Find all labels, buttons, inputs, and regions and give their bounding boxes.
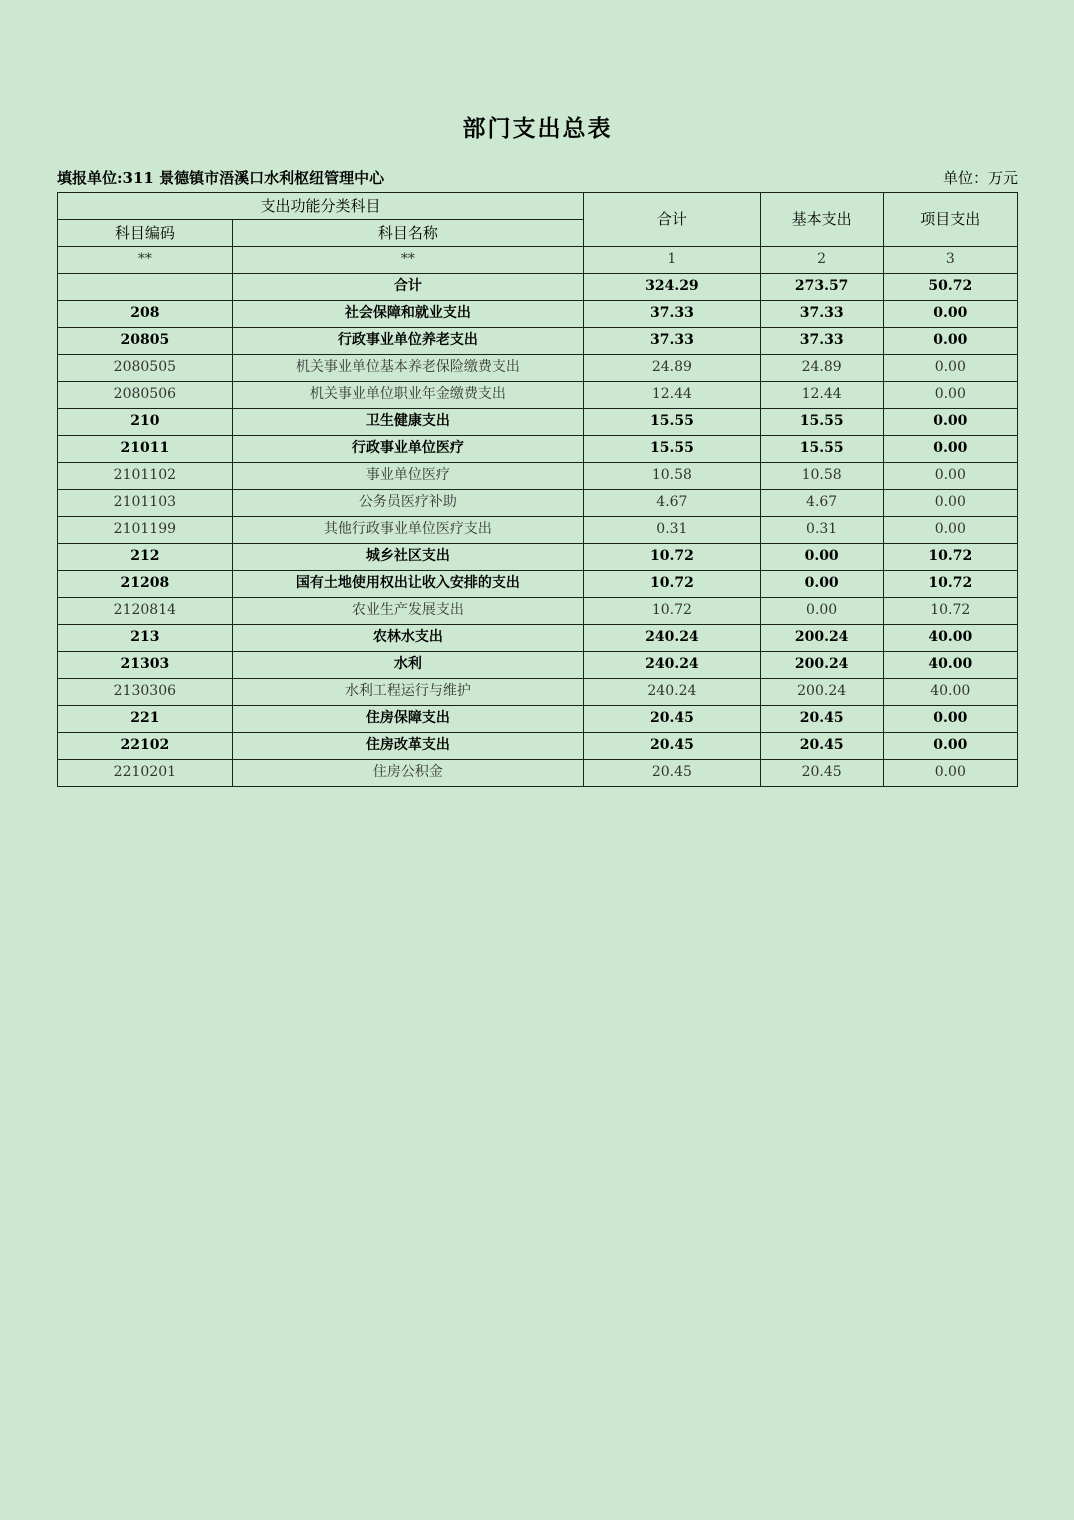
table-row <box>58 463 1018 490</box>
cell-name: 社会保障和就业支出 <box>232 301 583 328</box>
table-row <box>58 625 1018 652</box>
cell-total: 10.58 <box>584 463 761 490</box>
cell-code: 2101102 <box>58 463 233 490</box>
cell-name: 住房公积金 <box>232 760 583 787</box>
table-body <box>58 247 1018 787</box>
cell-basic: 20.45 <box>760 706 883 733</box>
cell-project: 0.00 <box>883 490 1017 517</box>
cell-project: 10.72 <box>883 544 1017 571</box>
cell-code: 2101199 <box>58 517 233 544</box>
cell-total: 10.72 <box>584 544 761 571</box>
cell-project: 40.00 <box>883 652 1017 679</box>
cell-total: 240.24 <box>584 679 761 706</box>
cell-name: 其他行政事业单位医疗支出 <box>232 517 583 544</box>
cell-name: 国有土地使用权出让收入安排的支出 <box>232 571 583 598</box>
cell-name: 住房保障支出 <box>232 706 583 733</box>
cell-total: 15.55 <box>584 436 761 463</box>
cell-project: 0.00 <box>883 328 1017 355</box>
table-row <box>58 490 1018 517</box>
cell-basic: 20.45 <box>760 760 883 787</box>
cell-basic: 0.00 <box>760 571 883 598</box>
cell-project: 0.00 <box>883 733 1017 760</box>
cell-name: 事业单位医疗 <box>232 463 583 490</box>
index-cell: ** <box>58 247 233 274</box>
reporting-unit-label: 填报单位:311 景德镇市浯溪口水利枢纽管理中心 <box>57 169 385 187</box>
table-row <box>58 274 1018 301</box>
cell-code: 22102 <box>58 733 233 760</box>
cell-basic: 200.24 <box>760 652 883 679</box>
table-row <box>58 706 1018 733</box>
cell-project: 0.00 <box>883 355 1017 382</box>
table-row <box>58 328 1018 355</box>
header-project: 项目支出 <box>883 193 1017 247</box>
cell-total: 20.45 <box>584 733 761 760</box>
cell-name: 农业生产发展支出 <box>232 598 583 625</box>
cell-code: 21011 <box>58 436 233 463</box>
table-row <box>58 301 1018 328</box>
cell-project: 0.00 <box>883 301 1017 328</box>
cell-basic: 4.67 <box>760 490 883 517</box>
cell-total: 37.33 <box>584 328 761 355</box>
cell-project: 0.00 <box>883 517 1017 544</box>
cell-project: 0.00 <box>883 436 1017 463</box>
cell-total: 324.29 <box>584 274 761 301</box>
cell-project: 0.00 <box>883 463 1017 490</box>
cell-code: 208 <box>58 301 233 328</box>
cell-project: 40.00 <box>883 625 1017 652</box>
table-row <box>58 382 1018 409</box>
cell-code: 20805 <box>58 328 233 355</box>
header-row-1 <box>58 193 1018 220</box>
cell-name: 农林水支出 <box>232 625 583 652</box>
cell-basic: 273.57 <box>760 274 883 301</box>
cell-basic: 12.44 <box>760 382 883 409</box>
index-cell: 2 <box>760 247 883 274</box>
cell-name: 机关事业单位职业年金缴费支出 <box>232 382 583 409</box>
cell-basic: 37.33 <box>760 328 883 355</box>
header-name: 科目名称 <box>232 220 583 247</box>
header-total: 合计 <box>584 193 761 247</box>
cell-total: 12.44 <box>584 382 761 409</box>
table-row <box>58 598 1018 625</box>
cell-code: 2080505 <box>58 355 233 382</box>
table-row <box>58 355 1018 382</box>
cell-basic: 10.58 <box>760 463 883 490</box>
cell-total: 15.55 <box>584 409 761 436</box>
cell-basic: 15.55 <box>760 436 883 463</box>
cell-basic: 15.55 <box>760 409 883 436</box>
page-title: 部门支出总表 <box>462 115 613 142</box>
table-meta-row <box>57 167 1018 188</box>
cell-code: 212 <box>58 544 233 571</box>
cell-basic: 37.33 <box>760 301 883 328</box>
cell-name: 行政事业单位医疗 <box>232 436 583 463</box>
cell-code: 221 <box>58 706 233 733</box>
cell-total: 10.72 <box>584 571 761 598</box>
cell-code: 2120814 <box>58 598 233 625</box>
cell-basic: 200.24 <box>760 625 883 652</box>
table-row <box>58 571 1018 598</box>
cell-name: 合计 <box>232 274 583 301</box>
table-row <box>58 760 1018 787</box>
cell-name: 水利工程运行与维护 <box>232 679 583 706</box>
cell-code: 2080506 <box>58 382 233 409</box>
expenditure-table <box>57 192 1018 787</box>
cell-project: 40.00 <box>883 679 1017 706</box>
cell-total: 24.89 <box>584 355 761 382</box>
cell-code: 2130306 <box>58 679 233 706</box>
cell-basic: 0.31 <box>760 517 883 544</box>
unit-note: 单位：万元 <box>942 169 1018 187</box>
cell-name: 行政事业单位养老支出 <box>232 328 583 355</box>
cell-total: 4.67 <box>584 490 761 517</box>
cell-name: 住房改革支出 <box>232 733 583 760</box>
index-row <box>58 247 1018 274</box>
cell-project: 0.00 <box>883 706 1017 733</box>
cell-project: 10.72 <box>883 598 1017 625</box>
cell-total: 240.24 <box>584 625 761 652</box>
cell-total: 20.45 <box>584 706 761 733</box>
cell-name: 机关事业单位基本养老保险缴费支出 <box>232 355 583 382</box>
index-cell: ** <box>232 247 583 274</box>
index-cell: 1 <box>584 247 761 274</box>
table-row <box>58 733 1018 760</box>
cell-name: 水利 <box>232 652 583 679</box>
cell-basic: 24.89 <box>760 355 883 382</box>
table-row <box>58 436 1018 463</box>
header-function-group: 支出功能分类科目 <box>58 193 584 220</box>
header-basic: 基本支出 <box>760 193 883 247</box>
cell-name: 公务员医疗补助 <box>232 490 583 517</box>
table-row <box>58 652 1018 679</box>
cell-basic: 0.00 <box>760 544 883 571</box>
table-row <box>58 679 1018 706</box>
cell-code <box>58 274 233 301</box>
cell-basic: 0.00 <box>760 598 883 625</box>
cell-total: 20.45 <box>584 760 761 787</box>
cell-project: 10.72 <box>883 571 1017 598</box>
cell-project: 0.00 <box>883 760 1017 787</box>
cell-total: 37.33 <box>584 301 761 328</box>
cell-total: 240.24 <box>584 652 761 679</box>
header-code: 科目编码 <box>58 220 233 247</box>
cell-name: 城乡社区支出 <box>232 544 583 571</box>
index-cell: 3 <box>883 247 1017 274</box>
cell-total: 0.31 <box>584 517 761 544</box>
cell-code: 2210201 <box>58 760 233 787</box>
cell-code: 210 <box>58 409 233 436</box>
cell-project: 0.00 <box>883 409 1017 436</box>
cell-basic: 200.24 <box>760 679 883 706</box>
cell-project: 50.72 <box>883 274 1017 301</box>
cell-total: 10.72 <box>584 598 761 625</box>
cell-project: 0.00 <box>883 382 1017 409</box>
cell-code: 21303 <box>58 652 233 679</box>
cell-name: 卫生健康支出 <box>232 409 583 436</box>
cell-code: 213 <box>58 625 233 652</box>
cell-code: 2101103 <box>58 490 233 517</box>
cell-basic: 20.45 <box>760 733 883 760</box>
table-row <box>58 517 1018 544</box>
table-row <box>58 409 1018 436</box>
table-row <box>58 544 1018 571</box>
cell-code: 21208 <box>58 571 233 598</box>
